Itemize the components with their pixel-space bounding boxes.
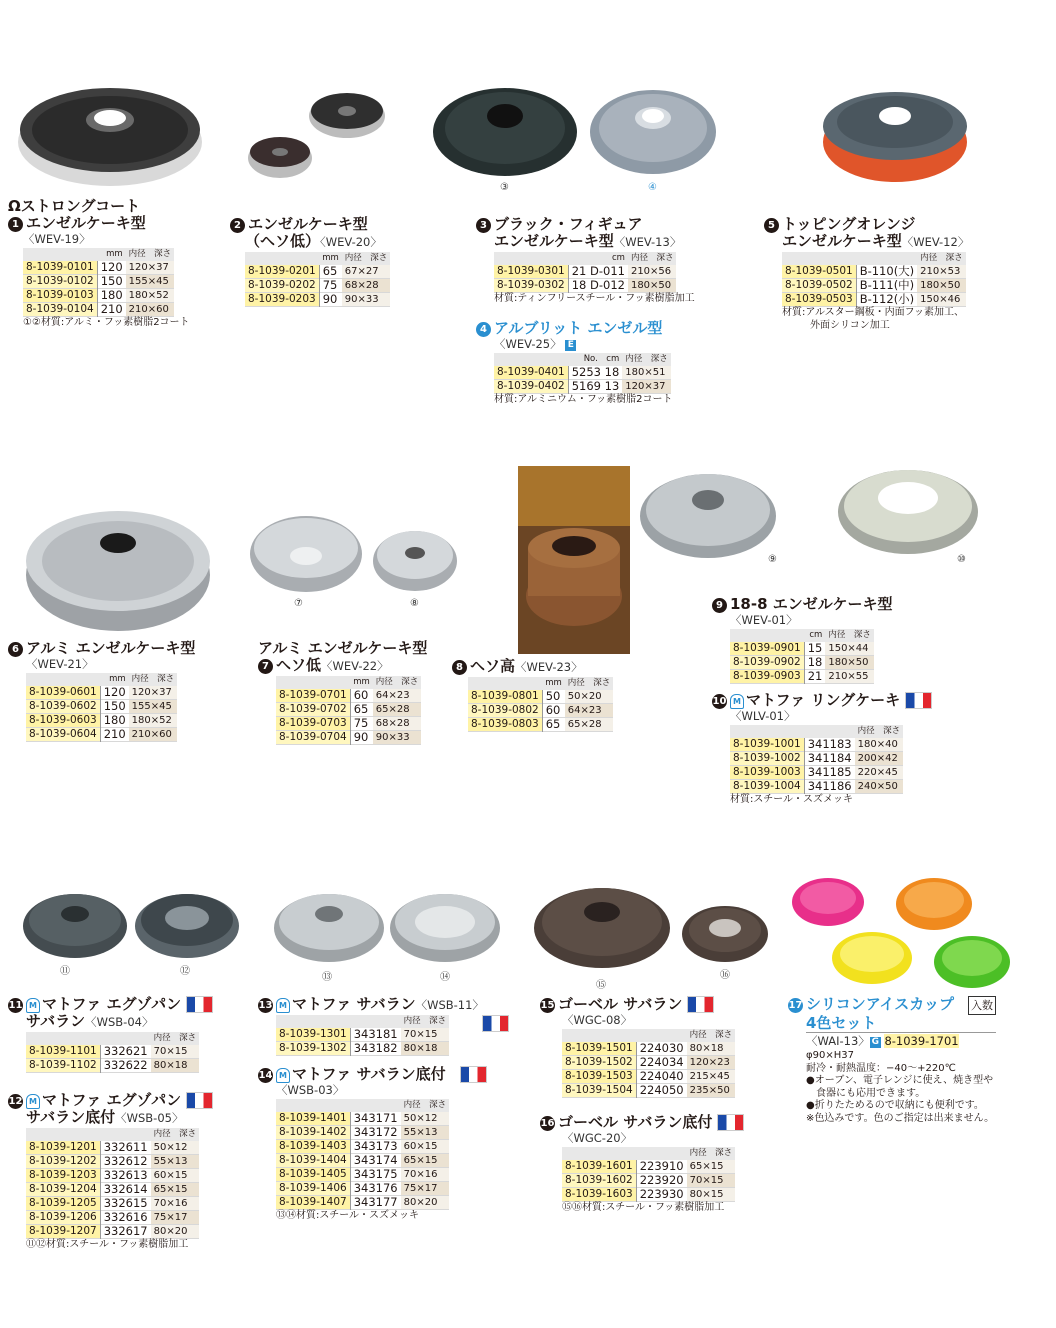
table-row: 8-1039-1401 343171 50×12 (276, 1112, 449, 1126)
france-flag-icon (905, 692, 932, 709)
table-row: 8-1039-0802 60 64×23 (468, 704, 613, 718)
section-6 (8, 640, 195, 742)
table-row: 8-1039-0103 180 180×52 (23, 289, 174, 303)
spec-table: 内径 深さ 8-1039-1501 224030 80×18 8-1039-1502 224034 120×23 8-1039-1503 224040 215×45 8-1039-1504 224050 235×50 (562, 1029, 735, 1098)
section-16 (540, 1114, 744, 1215)
table-row: 8-1039-0203 90 90×33 (245, 293, 390, 307)
table-row: 8-1039-1003 341185 220×45 (730, 766, 903, 780)
product-title: ゴーベル サバラン底付 (558, 1113, 713, 1131)
product-title: マトファ エグゾパン (42, 995, 182, 1013)
table-row: 8-1039-1504 224050 235×50 (562, 1084, 735, 1098)
model-code: 〈WEV-23〉 (515, 660, 583, 674)
material-note: 材質:スチール・スズメッキ (730, 794, 853, 805)
table-row: 8-1039-1002 341184 200×42 (730, 752, 903, 766)
table-row: 8-1039-0503 B-112(小) 150×46 (782, 293, 966, 307)
product-title: ブラック・フィギュア (494, 215, 643, 233)
matfer-logo-icon: M (26, 998, 40, 1013)
quantity-badge: 入数 (968, 996, 996, 1015)
table-row: 8-1039-1407 343177 80×20 (276, 1196, 449, 1210)
table-row: 8-1039-1503 224040 215×45 (562, 1070, 735, 1084)
badge-1: 1 (8, 217, 23, 232)
product-photo-2 (242, 86, 392, 186)
table-row: 8-1039-0301 21 D-011 210×56 (494, 265, 676, 279)
table-row: 8-1039-0602 150 155×45 (26, 700, 177, 714)
badge-6: 6 (8, 642, 23, 657)
table-row: 8-1039-0603 180 180×52 (26, 714, 177, 728)
material-note: 材質:ティンフリースチール・フッ素樹脂加工 (494, 293, 695, 304)
section-4 (476, 320, 673, 407)
product-photo-15 (532, 882, 672, 972)
spec-table: 内径 深さ 8-1039-1401 343171 50×12 8-1039-1402 343172 55×13 8-1039-1403 343173 60×15 8-1039-1404 343174 65×15 8-1039-1405 343175 70×16 8-1039-1406 343176 75×17 8-1039-1407 343177 80×20 (276, 1099, 449, 1210)
table-row: 8-1039-1201 332611 50×12 (26, 1141, 199, 1155)
product-title: 18-8 エンゼルケーキ型 (730, 595, 893, 613)
product-title: マトファ リングケーキ (746, 691, 901, 709)
product-subtitle: サバラン (26, 1012, 86, 1030)
product-title: アルミ エンゼルケーキ型 (26, 639, 196, 657)
section-2 (230, 216, 390, 307)
caption-4: ④ (648, 182, 657, 193)
caption-8: ⑧ (410, 598, 419, 609)
product-code: 8-1039-1701 (884, 1034, 959, 1048)
spec-table: 内径 深さ 8-1039-1601 223910 65×15 8-1039-1602 223920 70×15 8-1039-1603 223930 80×15 (562, 1147, 735, 1202)
table-row: 8-1039-1501 224030 80×18 (562, 1042, 735, 1056)
product-title: ヘソ低 (276, 656, 322, 674)
product-title: マトファ サバラン底付 (292, 1065, 446, 1083)
matfer-logo-icon: M (276, 998, 290, 1013)
table-row: 8-1039-0801 50 50×20 (468, 690, 613, 704)
badge-8: 8 (452, 660, 467, 675)
spec-table: mm 内径 深さ 8-1039-0701 60 64×23 8-1039-0702 65 65×28 8-1039-0703 75 68×28 8-1039-0704 90 90×33 (276, 676, 421, 745)
material-note: 材質:アルミニウム・フッ素樹脂2コート (494, 394, 673, 405)
series-title: ストロングコート (20, 197, 141, 215)
spec-table: 内径 深さ 8-1039-1201 332611 50×12 8-1039-1202 332612 55×13 8-1039-1203 332613 60×15 8-1039-1204 332614 65×15 8-1039-1205 332615 70×16 8-1039-1206 332616 75×17 8-1039-1207 332617 80×20 (26, 1128, 199, 1239)
feature-line: ●折りたためるので収納にも便利です。 (806, 1100, 984, 1111)
badge-5: 5 (764, 218, 779, 233)
feature-line: 食器にも応用できます。 (806, 1087, 926, 1099)
table-row: 8-1039-0702 65 65×28 (276, 703, 421, 717)
table-row: 8-1039-0202 75 68×28 (245, 279, 390, 293)
spec-table: cm 内径 深さ 8-1039-0301 21 D-011 210×56 8-1039-0302 18 D-012 180×50 (494, 252, 676, 293)
table-row: 8-1039-1202 332612 55×13 (26, 1155, 199, 1169)
matfer-logo-icon: M (26, 1094, 40, 1109)
material-note-2: 外面シリコン加工 (810, 319, 890, 331)
section-13 (258, 996, 509, 1056)
product-title: マトファ サバラン (292, 995, 416, 1013)
caption-11: ⑪ (60, 966, 70, 977)
cake-photo (518, 466, 630, 654)
france-flag-icon (482, 1015, 509, 1032)
table-row: 8-1039-1402 343172 55×13 (276, 1126, 449, 1140)
table-row: 8-1039-0104 210 210×60 (23, 303, 174, 317)
spec-table: mm 内径 深さ 8-1039-0101 120 120×37 8-1039-0102 150 155×45 8-1039-0103 180 180×52 8-1039-0104 210 210×60 (23, 248, 174, 317)
product-photo-9 (638, 464, 778, 560)
model-code: 〈WGC-20〉 (562, 1131, 633, 1145)
section-15 (540, 996, 735, 1098)
product-photo-6 (20, 495, 216, 635)
table-row: 8-1039-0703 75 68×28 (276, 717, 421, 731)
table-row: 8-1039-0201 65 67×27 (245, 265, 390, 279)
badge-10: 10 (712, 696, 727, 707)
badge-12: 12 (8, 1096, 23, 1107)
product-subtitle: エンゼルケーキ型 (782, 232, 902, 250)
caption-14: ⑭ (440, 972, 450, 983)
caption-16: ⑯ (720, 970, 730, 981)
table-row: 8-1039-0601 120 120×37 (26, 686, 177, 700)
product-title: エンゼルケーキ型 (26, 214, 146, 232)
product-photo-3 (430, 80, 580, 180)
badge-3: 3 (476, 218, 491, 233)
table-row: 8-1039-1301 343181 70×15 (276, 1028, 449, 1042)
model-code: 〈WEV-12〉 (901, 235, 970, 249)
model-code: 〈WAI-13〉 (806, 1034, 870, 1048)
badge-9: 9 (712, 598, 727, 613)
silicone-cup-photo (790, 872, 1020, 992)
model-code: 〈WGC-08〉 (562, 1013, 633, 1027)
model-code: 〈WEV-13〉 (613, 235, 682, 249)
section-12 (8, 1092, 213, 1252)
badge-11: 11 (8, 1000, 23, 1011)
spec-table: 内径 深さ 8-1039-1001 341183 180×40 8-1039-1002 341184 200×42 8-1039-1003 341185 220×45 8-1039-1004 341186 240×50 (730, 725, 903, 794)
spec-table: mm 内径 深さ 8-1039-0601 120 120×37 8-1039-0602 150 155×45 8-1039-0603 180 180×52 8-1039-0604 210 210×60 (26, 673, 177, 742)
spec-table: mm 内径 深さ 8-1039-0801 50 50×20 8-1039-0802 60 64×23 8-1039-0803 65 65×28 (468, 677, 613, 732)
table-row: 8-1039-0502 B-111(中) 180×50 (782, 279, 966, 293)
product-photo-13 (272, 886, 386, 966)
table-row: 8-1039-1406 343176 75×17 (276, 1182, 449, 1196)
table-row: 8-1039-1602 223920 70×15 (562, 1174, 735, 1188)
strong-coat-icon: Ω (8, 197, 21, 215)
badge-17: 17 (788, 1000, 803, 1011)
section-1 (8, 198, 190, 330)
badge-13: 13 (258, 1000, 273, 1011)
product-title: アルブリット エンゼル型 (494, 319, 663, 337)
matfer-logo-icon: M (730, 694, 744, 709)
product-photo-16 (680, 900, 770, 964)
table-row: 8-1039-1001 341183 180×40 (730, 738, 903, 752)
section-11 (8, 996, 213, 1073)
feature-line: ※色込みです。色のご指定は出来ません。 (806, 1112, 995, 1124)
table-row: 8-1039-1405 343175 70×16 (276, 1168, 449, 1182)
product-title: トッピングオレンジ (782, 215, 916, 233)
product-subtitle: 4色セット (806, 1014, 877, 1032)
section-17 (788, 996, 996, 1125)
table-row: 8-1039-1203 332613 60×15 (26, 1169, 199, 1183)
caption-7: ⑦ (294, 598, 303, 609)
table-row: 8-1039-0901 15 150×44 (730, 642, 874, 656)
spec-table: 内径 深さ 8-1039-0501 B-110(大) 210×53 8-1039-0502 B-111(中) 180×50 8-1039-0503 B-112(小) 150×46 (782, 252, 966, 307)
table-row: 8-1039-1603 223930 80×15 (562, 1188, 735, 1202)
spec-table: No. cm 内径 深さ 8-1039-0401 5253 18 180×51 8-1039-0402 5169 13 120×37 (494, 353, 671, 394)
product-pretitle: アルミ エンゼルケーキ型 (258, 639, 428, 657)
france-flag-icon (186, 1092, 213, 1109)
france-flag-icon (460, 1066, 487, 1083)
table-row: 8-1039-1403 343173 60×15 (276, 1140, 449, 1154)
product-title: シリコンアイスカップ (806, 995, 955, 1013)
table-row: 8-1039-0903 21 210×55 (730, 670, 874, 684)
badge-14: 14 (258, 1070, 273, 1081)
model-code: 〈WSB-03〉 (276, 1083, 345, 1097)
table-row: 8-1039-0501 B-110(大) 210×53 (782, 265, 966, 279)
caption-3: ③ (500, 182, 509, 193)
product-photo-8 (372, 525, 458, 595)
spec-table: mm 内径 深さ 8-1039-0201 65 67×27 8-1039-0202 75 68×28 8-1039-0203 90 90×33 (245, 252, 390, 307)
product-title: ヘソ高 (470, 657, 516, 675)
g-mark-icon: G (871, 1037, 879, 1047)
table-row: 8-1039-1404 343174 65×15 (276, 1154, 449, 1168)
table-row: 8-1039-0401 5253 18 180×51 (494, 366, 671, 380)
g-mark-icon: E (565, 340, 576, 351)
feature-line: φ90×H37 (806, 1050, 854, 1061)
material-note: 材質:アルスター鋼板・内面フッ素加工、 (782, 307, 964, 318)
product-subtitle: エンゼルケーキ型 (494, 232, 614, 250)
product-photo-4 (588, 82, 718, 178)
feature-line: ●オーブン、電子レンジに使え、焼き型や (806, 1075, 994, 1086)
section-10 (712, 692, 932, 807)
table-row: 8-1039-1205 332615 70×16 (26, 1197, 199, 1211)
product-subtitle: サバラン底付 (26, 1108, 116, 1126)
badge-7: 7 (258, 659, 273, 674)
table-row: 8-1039-1204 332614 65×15 (26, 1183, 199, 1197)
product-photo-14 (388, 886, 502, 966)
section-5 (764, 216, 969, 332)
model-code: 〈WEV-25〉 (494, 337, 562, 351)
table-row: 8-1039-0402 5169 13 120×37 (494, 380, 671, 394)
table-row: 8-1039-1502 224034 120×23 (562, 1056, 735, 1070)
material-note: ⑮⑯材質:スチール・フッ素樹脂加工 (562, 1202, 725, 1213)
product-title: マトファ エグゾパン (42, 1091, 182, 1109)
model-code: 〈WEV-01〉 (730, 613, 798, 627)
product-subtitle: （ヘソ低） (245, 232, 321, 250)
table-row: 8-1039-0704 90 90×33 (276, 731, 421, 745)
section-9 (712, 596, 892, 684)
table-row: 8-1039-1206 332616 75×17 (26, 1211, 199, 1225)
material-note: ⑬⑭材質:スチール・スズメッキ (276, 1210, 419, 1221)
section-3 (476, 216, 695, 306)
product-title: ゴーベル サバラン (558, 995, 683, 1013)
model-code: 〈WLV-01〉 (730, 709, 796, 723)
material-note: ⑪⑫材質:スチール・フッ素樹脂加工 (26, 1239, 189, 1250)
section-14 (258, 1066, 487, 1223)
table-row: 8-1039-1601 223910 65×15 (562, 1160, 735, 1174)
product-photo-12 (132, 886, 242, 962)
badge-15: 15 (540, 1000, 555, 1011)
model-code: 〈WEV-22〉 (321, 659, 389, 673)
table-row: 8-1039-1302 343182 80×18 (276, 1042, 449, 1056)
section-7 (258, 640, 427, 745)
matfer-logo-icon: M (276, 1068, 290, 1083)
table-row: 8-1039-0604 210 210×60 (26, 728, 177, 742)
france-flag-icon (717, 1114, 744, 1131)
table-row: 8-1039-1004 341186 240×50 (730, 780, 903, 794)
product-photo-1 (14, 80, 206, 190)
product-photo-10 (835, 458, 981, 558)
model-code: 〈WSB-11〉 (415, 998, 484, 1012)
product-photo-5 (815, 86, 975, 186)
caption-9: ⑨ (768, 554, 777, 565)
france-flag-icon (186, 996, 213, 1013)
model-code: 〈WEV-21〉 (26, 657, 94, 671)
badge-2: 2 (230, 218, 245, 233)
model-code: 〈WEV-20〉 (320, 235, 382, 249)
model-code: 〈WSB-05〉 (115, 1111, 184, 1125)
table-row: 8-1039-0302 18 D-012 180×50 (494, 279, 676, 293)
model-code: 〈WSB-04〉 (85, 1015, 154, 1029)
spec-table: 内径 深さ 8-1039-1101 332621 70×15 8-1039-1102 332622 80×18 (26, 1032, 199, 1073)
spec-table: cm 内径 深さ 8-1039-0901 15 150×44 8-1039-0902 18 180×50 8-1039-0903 21 210×55 (730, 629, 874, 684)
table-row: 8-1039-0803 65 65×28 (468, 718, 613, 732)
table-row: 8-1039-0102 150 155×45 (23, 275, 174, 289)
feature-line: 耐冷・耐熱温度：−40〜+220℃ (806, 1062, 956, 1074)
badge-16: 16 (540, 1118, 555, 1129)
product-title: エンゼルケーキ型 (248, 215, 368, 233)
table-row: 8-1039-1207 332617 80×20 (26, 1225, 199, 1239)
product-photo-11 (20, 886, 130, 962)
caption-10: ⑩ (957, 554, 966, 565)
caption-15: ⑮ (596, 980, 606, 991)
spec-table: 内径 深さ 8-1039-1301 343181 70×15 8-1039-1302 343182 80×18 (276, 1015, 449, 1056)
badge-4: 4 (476, 322, 491, 337)
table-row: 8-1039-1101 332621 70×15 (26, 1045, 199, 1059)
france-flag-icon (687, 996, 714, 1013)
table-row: 8-1039-0902 18 180×50 (730, 656, 874, 670)
caption-13: ⑬ (322, 972, 332, 983)
product-photo-7 (248, 510, 364, 596)
caption-12: ⑫ (180, 966, 190, 977)
section-8 (452, 658, 613, 732)
table-row: 8-1039-0101 120 120×37 (23, 261, 174, 275)
model-code: 〈WEV-19〉 (23, 232, 91, 246)
table-row: 8-1039-0701 60 64×23 (276, 689, 421, 703)
material-note: ①②材質:アルミ・フッ素樹脂2コート (23, 317, 190, 328)
table-row: 8-1039-1102 332622 80×18 (26, 1059, 199, 1073)
